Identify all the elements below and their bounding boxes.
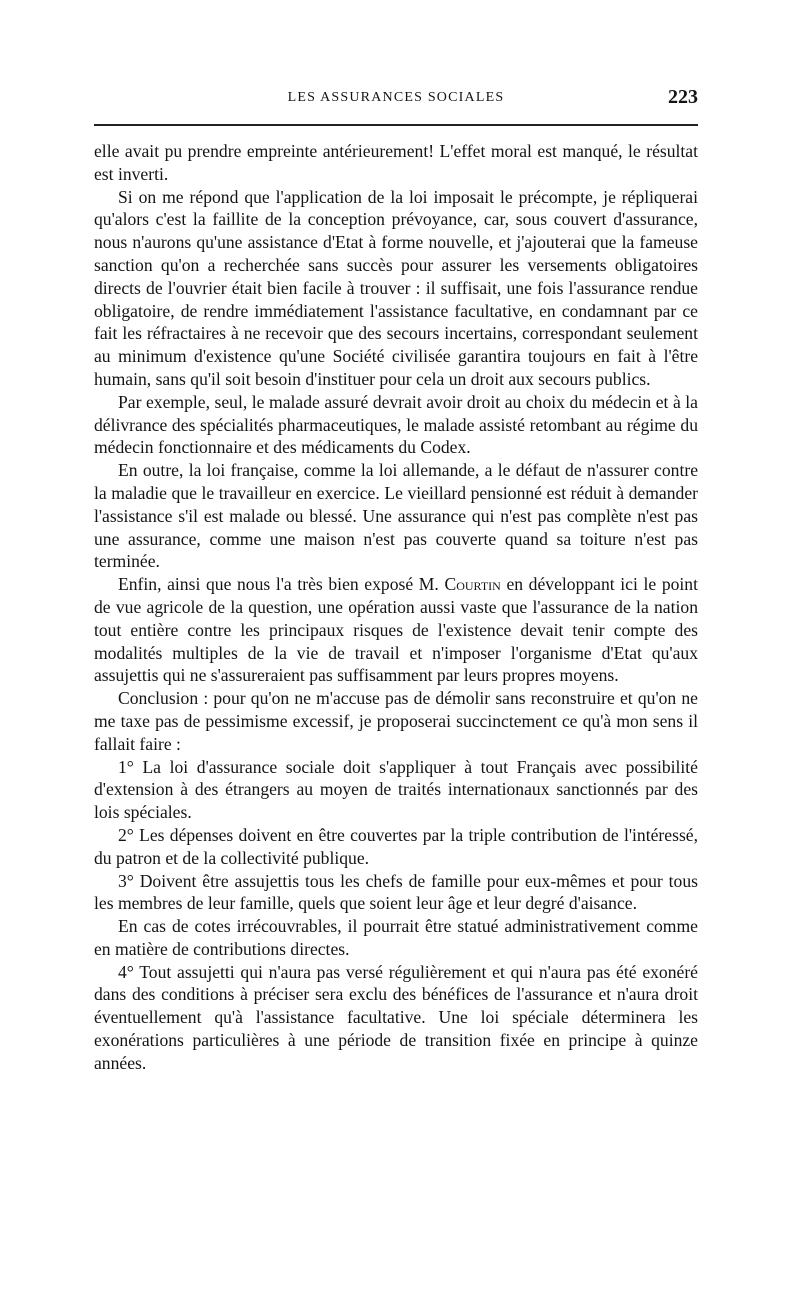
paragraph: En outre, la loi française, comme la loi allemande, a le défaut de n'assurer contre la maladie que le travailleur en exercice. Le vieillard pensionné est réduit à demander l'assistance s'il est malade ou blessé. Une assurance qui n'est pas complète n'est pas une assurance, comme une maison n'est pas couverte quand sa toiture n'est pas terminée.: [94, 460, 698, 572]
header-rule: [94, 124, 698, 126]
list-item: 3° Doivent être assujettis tous les chefs de famille pour eux-mêmes et pour tous les membres de leur famille, quels que soient leur âge et leur degré d'aisance.: [94, 870, 698, 914]
paragraph: Par exemple, seul, le malade assuré devrait avoir droit au choix du médecin et à la délivrance des spécialités pharmaceutiques, le malade assisté retombant au régime du médecin fonctionnaire et des médicaments du Codex.: [94, 391, 698, 458]
list-item: 1° La loi d'assurance sociale doit s'appliquer à tout Français avec possibilité d'extension à des étrangers au moyen de traités internationaux sanctionnés par des lois spéciales.: [94, 756, 698, 823]
list-item: 2° Les dépenses doivent en être couvertes par la triple contribution de l'intéressé, du patron et de la collectivité publique.: [94, 824, 698, 868]
paragraph: Si on me répond que l'application de la loi imposait le précompte, je répliquerai qu'alors c'est la faillite de la conception prévoyance, car, sous couvert d'assurance, nous n'aurons qu'une assistance d'Etat à forme nouvelle, et j'ajouterai que la fameuse sanction qu'on a recherchée sans succès pour assurer les versements obligatoires directs de l'ouvrier était bien facile à trouver : il suffisait, une fois l'assurance rendue obligatoire, de rendre immédiatement l'assistance facultative, en condamnant par ce fait les réfractaires à ne recevoir que des secours incertains, correspondant seulement au minimum d'existence qu'une Société civilisée garantira toujours en fait à l'être humain, sans qu'il soit besoin d'instituer pour cela un droit aux secours publics.: [94, 186, 698, 389]
paragraph: Conclusion : pour qu'on ne m'accuse pas de démolir sans reconstruire et qu'on ne me taxe pas de pessimisme excessif, je proposerai succinctement ce qu'à mon sens il fallait faire :: [94, 688, 698, 754]
page-number: 223: [668, 86, 698, 108]
paragraph: En cas de cotes irrécouvrables, il pourrait être statué administrativement comme en matière de contributions directes.: [94, 916, 698, 959]
author-name: Courtin: [444, 574, 501, 595]
paragraph: [94, 573, 698, 687]
paragraph-continued: elle avait pu prendre empreinte antérieurement! L'effet moral est manqué, le résultat est inverti.: [94, 141, 698, 184]
running-title: LES ASSURANCES SOCIALES: [287, 90, 505, 105]
paragraph-text: en développant ici le point de vue agricole de la question, une opération aussi vaste que l'assurance de la nation tout entière contre les principaux risques de l'existence devait tenir compte des modalités multiples de la vie de travail et n'imposer l'organisme d'Etat qu'aux assujettis qui ne s'assureraient pas suffisamment par leurs propres moyens.: [94, 574, 698, 686]
list-item: 4° Tout assujetti qui n'aura pas versé régulièrement et qui n'aura pas été exonéré dans des conditions à préciser sera exclu des bénéfices de l'assurance et n'aura droit éventuellement qu'à l'assistance facultative. Une loi spéciale déterminera les exonérations particulières à une période de transition fixée en principe à quinze années.: [94, 961, 698, 1073]
paragraph-text: Enfin, ainsi que nous l'a très bien exposé M.: [118, 574, 445, 595]
body-text: [94, 140, 698, 1075]
page-header: [94, 86, 698, 116]
